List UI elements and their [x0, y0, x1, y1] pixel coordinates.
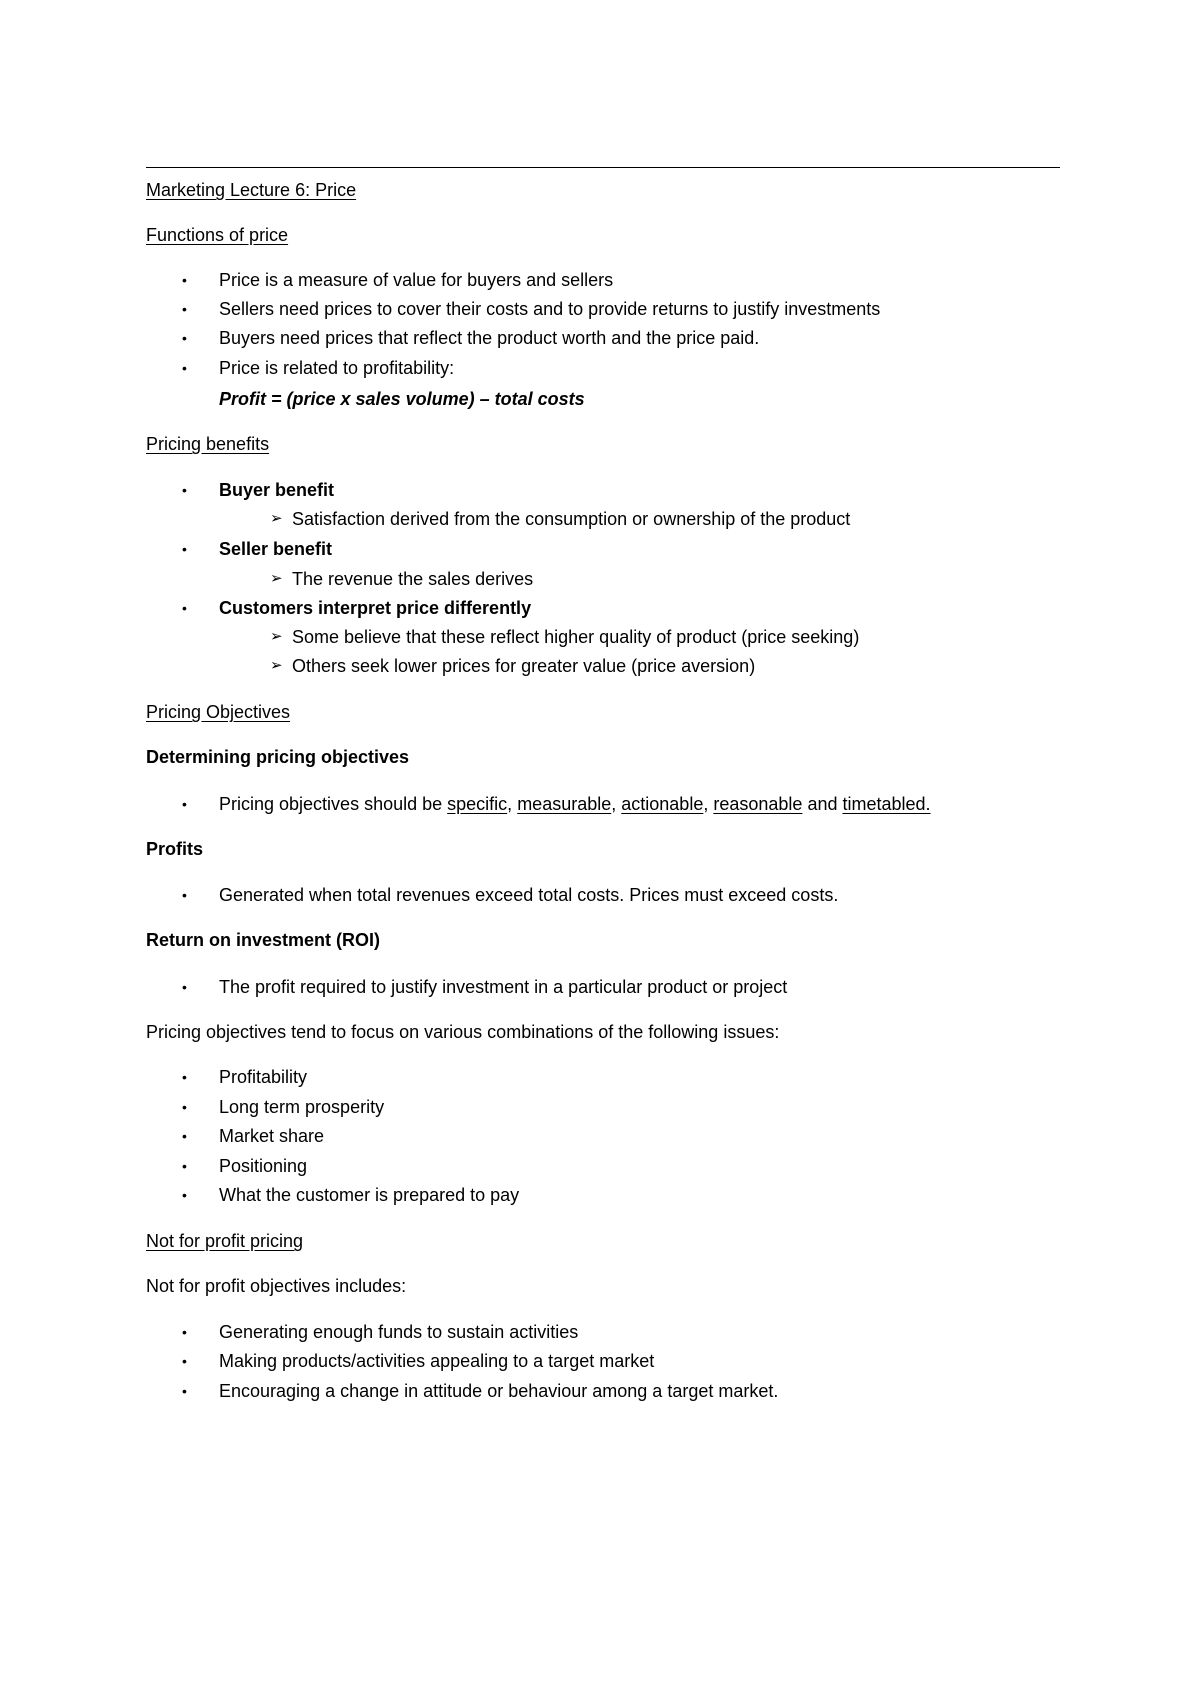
list-item: Others seek lower prices for greater value (price aversion)	[292, 656, 756, 676]
smart-specific: specific	[447, 794, 508, 814]
header-rule	[146, 167, 1060, 168]
bullet-icon: •	[182, 1324, 187, 1340]
smart-comma: ,	[703, 794, 714, 814]
bullet-icon: •	[182, 1158, 187, 1174]
bullet-icon: •	[182, 272, 187, 288]
smart-prefix: Pricing objectives should be	[219, 794, 448, 814]
bullet-icon: •	[182, 1128, 187, 1144]
bullet-icon: •	[182, 796, 187, 812]
list-item: Profitability	[219, 1067, 308, 1087]
list-item: Long term prosperity	[219, 1097, 385, 1117]
customers-interpret: Customers interpret price differently	[219, 598, 532, 618]
list-item: Satisfaction derived from the consumption or ownership of the product	[292, 509, 851, 529]
list-item: Some believe that these reflect higher quality of product (price seeking)	[292, 627, 860, 647]
list-item: Encouraging a change in attitude or behaviour among a target market.	[219, 1381, 779, 1401]
issues-intro: Pricing objectives tend to focus on various combinations of the following issues:	[146, 1022, 780, 1042]
smart-measurable: measurable	[517, 794, 612, 814]
list-item: Sellers need prices to cover their costs and to provide returns to justify investments	[219, 299, 881, 319]
bullet-icon: •	[182, 1187, 187, 1203]
smart-actionable: actionable	[621, 794, 704, 814]
profit-formula: Profit = (price x sales volume) – total costs	[219, 389, 585, 409]
objectives-heading: Pricing Objectives	[146, 702, 291, 722]
smart-comma: ,	[507, 794, 518, 814]
bullet-icon: •	[182, 1353, 187, 1369]
smart-objectives	[219, 793, 931, 815]
bullet-icon: •	[182, 330, 187, 346]
benefits-heading: Pricing benefits	[146, 434, 270, 454]
list-item: Generating enough funds to sustain activities	[219, 1322, 579, 1342]
list-item: What the customer is prepared to pay	[219, 1185, 520, 1205]
list-item: Making products/activities appealing to a target market	[219, 1351, 655, 1371]
arrow-bullet-icon: ➢	[270, 628, 283, 645]
bullet-icon: •	[182, 600, 187, 616]
list-item: Buyers need prices that reflect the product worth and the price paid.	[219, 328, 760, 348]
list-item: Price is a measure of value for buyers and sellers	[219, 270, 614, 290]
roi-heading: Return on investment (ROI)	[146, 930, 381, 950]
list-item: Market share	[219, 1126, 325, 1146]
profits-heading: Profits	[146, 839, 204, 859]
bullet-icon: •	[182, 1383, 187, 1399]
arrow-bullet-icon: ➢	[270, 570, 283, 587]
bullet-icon: •	[182, 887, 187, 903]
smart-reasonable: reasonable	[713, 794, 803, 814]
functions-heading: Functions of price	[146, 225, 289, 245]
document-title: Marketing Lecture 6: Price	[146, 180, 357, 200]
arrow-bullet-icon: ➢	[270, 657, 283, 674]
bullet-icon: •	[182, 541, 187, 557]
smart-and: and	[802, 794, 843, 814]
list-item: Positioning	[219, 1156, 308, 1176]
seller-benefit: Seller benefit	[219, 539, 333, 559]
buyer-benefit: Buyer benefit	[219, 480, 335, 500]
list-item: Price is related to profitability:	[219, 358, 455, 378]
smart-timetabled: timetabled.	[842, 794, 931, 814]
smart-comma: ,	[611, 794, 622, 814]
nfp-heading: Not for profit pricing	[146, 1231, 304, 1251]
list-item: The profit required to justify investment in a particular product or project	[219, 977, 788, 997]
arrow-bullet-icon: ➢	[270, 510, 283, 527]
bullet-icon: •	[182, 360, 187, 376]
bullet-icon: •	[182, 301, 187, 317]
bullet-icon: •	[182, 482, 187, 498]
bullet-icon: •	[182, 1099, 187, 1115]
list-item: Generated when total revenues exceed total costs. Prices must exceed costs.	[219, 885, 839, 905]
bullet-icon: •	[182, 1069, 187, 1085]
determining-heading: Determining pricing objectives	[146, 747, 410, 767]
nfp-intro: Not for profit objectives includes:	[146, 1276, 407, 1296]
list-item: The revenue the sales derives	[292, 569, 534, 589]
bullet-icon: •	[182, 979, 187, 995]
